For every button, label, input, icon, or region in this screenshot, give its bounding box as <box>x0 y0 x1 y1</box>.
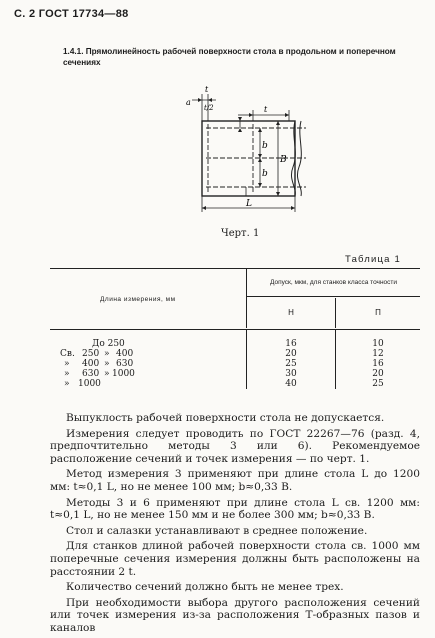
paragraph: Измерения следует проводить по ГОСТ 22267—76 (разд. 4, предпочтительно методы 3 или 6). Рекомендуемое расположение сечений и точек измерения — по черт. 1. <box>50 427 420 465</box>
section-number: 1.4.1. <box>63 47 84 56</box>
paragraph: Количество сечений должно быть не менее трех. <box>66 581 344 594</box>
table-surface-drawing <box>178 82 338 222</box>
label-b-upper: b <box>262 141 268 151</box>
paragraph: Методы 3 и 6 применяют при длине стола L св. 1200 мм: t≈0,1 L, но не менее 150 мм и не более 300 мм; b≈0,33 B. <box>50 496 420 522</box>
label-t: t <box>264 105 268 114</box>
table-row: Св. 250 » 400 20 12 <box>60 349 384 359</box>
table-header-class-p: П <box>375 308 381 317</box>
table-row: » 400 » 630 25 16 <box>64 359 384 369</box>
figure-caption: Черт. 1 <box>221 228 260 239</box>
label-B: B <box>280 155 287 165</box>
paragraph: Для станков длиной рабочей поверхности стола св. 1000 мм поперечные сечения измерения должны быть расположены на расстоянии 2 t. <box>50 540 420 578</box>
label-t-top: t <box>205 85 209 94</box>
table-row: » 630 » 1000 30 20 <box>64 369 384 379</box>
section-title: Прямолинейность рабочей поверхности стола в продольном и поперечном сечениях <box>63 47 396 67</box>
body-text <box>50 412 420 638</box>
section-heading <box>63 46 408 68</box>
tolerance-table <box>50 268 420 389</box>
paragraph: Выпуклость рабочей поверхности стола не допускается. <box>66 412 385 424</box>
page-header: С. 2 ГОСТ 17734—88 <box>14 8 129 20</box>
paragraph: Стол и салазки устанавливают в среднее положение. <box>66 524 368 537</box>
label-b-lower: b <box>262 169 268 179</box>
table-row: До 250 16 10 <box>92 339 384 349</box>
paragraph: Метод измерения 3 применяют при длине стола L до 1200 мм: t≈0,1 L, но не менее 100 мм; b≈0,33 B. <box>50 468 420 493</box>
table-header-length: Длина измерения, мм <box>50 269 247 328</box>
label-a: a <box>186 98 191 107</box>
table-header-group: Допуск, мкм, для станков класса точности <box>247 269 420 297</box>
table-body <box>50 339 420 389</box>
label-L: L <box>246 199 252 209</box>
label-t-half: t/2 <box>204 104 214 112</box>
table-header-rule <box>50 329 420 330</box>
table-header-class-h: Н <box>247 298 336 328</box>
paragraph: При необходимости выбора другого расположения сечений или точек измерения из-за расположения Т-образных пазов и каналов <box>50 596 420 634</box>
table-row: » 1000 40 25 <box>64 379 384 389</box>
table-title: Таблица 1 <box>345 254 401 265</box>
